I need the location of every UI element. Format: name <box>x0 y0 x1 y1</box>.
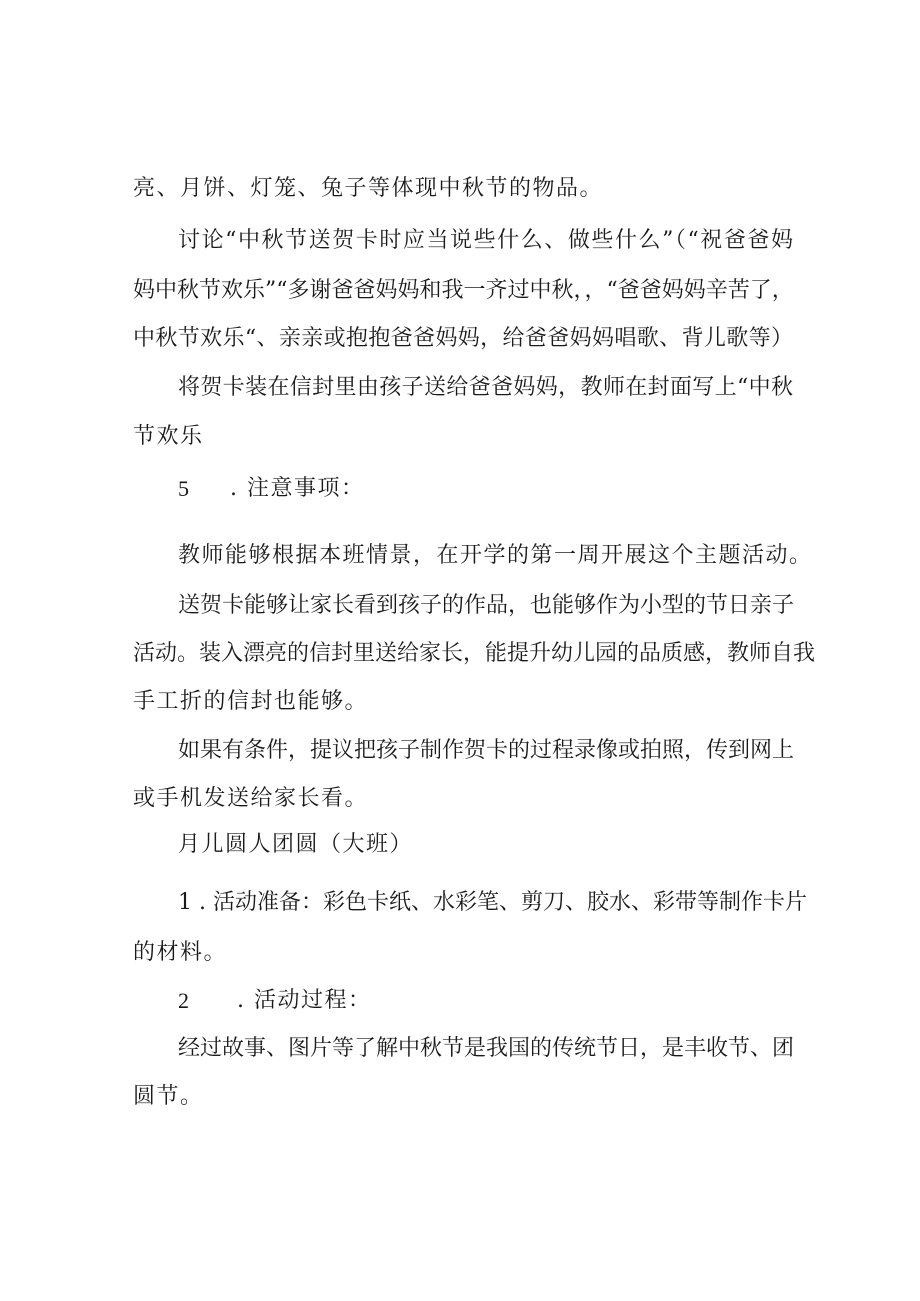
activity-title: 月儿圆人团圆（大班） <box>178 832 414 857</box>
paragraph-line: 中秋节欢乐“、亲亲或抱抱爸爸妈妈，给爸爸妈妈唱歌、背儿歌等） <box>133 326 793 351</box>
paragraph-line: 的材料。 <box>133 940 228 965</box>
paragraph-line: 妈中秋节欢乐”“多谢爸爸妈妈和我一齐过中秋，，“爸爸妈妈辛苦了， <box>133 278 794 303</box>
section-heading: . 活动过程： <box>237 988 372 1013</box>
section-heading: . 注意事项： <box>230 476 365 501</box>
paragraph-line: 节欢乐 <box>133 424 204 449</box>
section-number: 2 <box>178 988 191 1013</box>
paragraph-line: 手工折的信封也能够。 <box>133 689 369 714</box>
paragraph-line: 送贺卡能够让家长看到孩子的作品，也能够作为小型的节日亲子 <box>178 593 795 618</box>
paragraph-line: 讨论“中秋节送贺卡时应当说些什么、做些什么”（“祝爸爸妈 <box>178 228 793 253</box>
section-number: 5 <box>178 476 191 501</box>
paragraph-line: 圆节。 <box>133 1084 204 1109</box>
paragraph-line: 教师能够根据本班情景，在开学的第一周开展这个主题活动。 <box>178 543 813 568</box>
paragraph-line: 经过故事、图片等了解中秋节是我国的传统节日，是丰收节、团 <box>178 1036 795 1061</box>
paragraph-line: 亮、月饼、灯笼、兔子等体现中秋节的物品。 <box>133 176 604 201</box>
paragraph-line: 或手机发送给家长看。 <box>133 786 369 811</box>
paragraph-line: 如果有条件，提议把孩子制作贺卡的过程录像或拍照，传到网上 <box>178 738 795 763</box>
paragraph-line: 活动。装入漂亮的信封里送给家长，能提升幼儿园的品质感，教师自我 <box>133 641 816 666</box>
paragraph-line: 将贺卡装在信封里由孩子送给爸爸妈妈，教师在封面写上“中秋 <box>178 375 793 400</box>
paragraph-line: 1 . 活动准备：彩色卡纸、水彩笔、剪刀、胶水、彩带等制作卡片 <box>178 890 807 915</box>
